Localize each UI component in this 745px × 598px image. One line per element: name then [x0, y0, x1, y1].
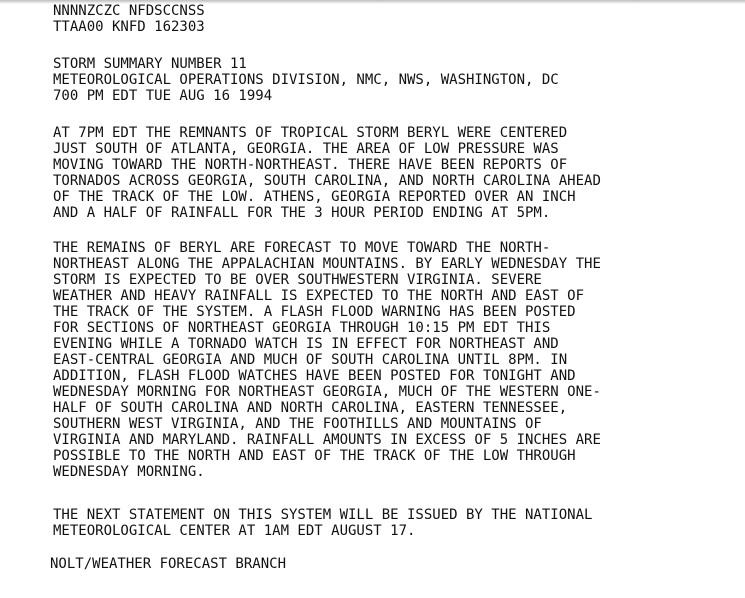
paragraph-1-line: AND A HALF OF RAINFALL FOR THE 3 HOUR PERIOD ENDING AT 5PM.	[53, 205, 551, 221]
paragraph-2-line: POSSIBLE TO THE NORTH AND EAST OF THE TRACK OF THE LOW THROUGH	[53, 448, 576, 464]
paragraph-1-line: OF THE TRACK OF THE LOW. ATHENS, GEORGIA REPORTED OVER AN INCH	[53, 189, 576, 205]
paragraph-2-line: WEDNESDAY MORNING FOR NORTHEAST GEORGIA, MUCH OF THE WESTERN ONE-	[53, 384, 601, 400]
paragraph-2-line: THE TRACK OF THE SYSTEM. A FLASH FLOOD WARNING HAS BEEN POSTED	[53, 304, 576, 320]
paragraph-2-line: NORTHEAST ALONG THE APPALACHIAN MOUNTAINS. BY EARLY WEDNESDAY THE	[53, 256, 601, 272]
paragraph-2-line: EVENING WHILE A TORNADO WATCH IS IN EFFECT FOR NORTHEAST AND	[53, 336, 559, 352]
title-line-2: METEOROLOGICAL OPERATIONS DIVISION, NMC, NWS, WASHINGTON, DC	[53, 72, 559, 88]
paragraph-1-line: MOVING TOWARD THE NORTH-NORTHEAST. THERE HAVE BEEN REPORTS OF	[53, 157, 568, 173]
signature: NOLT/WEATHER FORECAST BRANCH	[50, 556, 287, 572]
paragraph-2-line: WEATHER AND HEAVY RAINFALL IS EXPECTED TO THE NORTH AND EAST OF	[53, 288, 585, 304]
paragraph-2-line: VIRGINIA AND MARYLAND. RAINFALL AMOUNTS IN EXCESS OF 5 INCHES ARE	[53, 432, 601, 448]
paragraph-2-line: SOUTHERN WEST VIRGINIA, AND THE FOOTHILLS AND MOUNTAINS OF	[53, 416, 542, 432]
paragraph-2-line: ADDITION, FLASH FLOOD WATCHES HAVE BEEN POSTED FOR TONIGHT AND	[53, 368, 576, 384]
paragraph-3-line: METEOROLOGICAL CENTER AT 1AM EDT AUGUST 17.	[53, 523, 416, 539]
title-line-3: 700 PM EDT TUE AUG 16 1994	[53, 88, 273, 104]
paragraph-2-line: THE REMAINS OF BERYL ARE FORECAST TO MOVE TOWARD THE NORTH-	[53, 240, 551, 256]
paragraph-2-line: STORM IS EXPECTED TO BE OVER SOUTHWESTERN VIRGINIA. SEVERE	[53, 272, 542, 288]
paragraph-2-line: WEDNESDAY MORNING.	[53, 464, 205, 480]
paragraph-1-line: TORNADOS ACROSS GEORGIA, SOUTH CAROLINA, AND NORTH CAROLINA AHEAD	[53, 173, 601, 189]
paragraph-1-line: JUST SOUTH OF ATLANTA, GEORGIA. THE AREA OF LOW PRESSURE WAS	[53, 141, 559, 157]
paragraph-2-line: HALF OF SOUTH CAROLINA AND NORTH CAROLINA, EASTERN TENNESSEE,	[53, 400, 568, 416]
header-line-1: NNNNZCZC NFDSCCNSS	[53, 3, 205, 19]
paragraph-2-line: FOR SECTIONS OF NORTHEAST GEORGIA THROUGH 10:15 PM EDT THIS	[53, 320, 551, 336]
paragraph-3-line: THE NEXT STATEMENT ON THIS SYSTEM WILL BE ISSUED BY THE NATIONAL	[53, 507, 593, 523]
paragraph-1-line: AT 7PM EDT THE REMNANTS OF TROPICAL STORM BERYL WERE CENTERED	[53, 125, 568, 141]
header-line-2: TTAA00 KNFD 162303	[53, 19, 205, 35]
title-line-1: STORM SUMMARY NUMBER 11	[53, 56, 247, 72]
paragraph-2-line: EAST-CENTRAL GEORGIA AND MUCH OF SOUTH CAROLINA UNTIL 8PM. IN	[53, 352, 568, 368]
